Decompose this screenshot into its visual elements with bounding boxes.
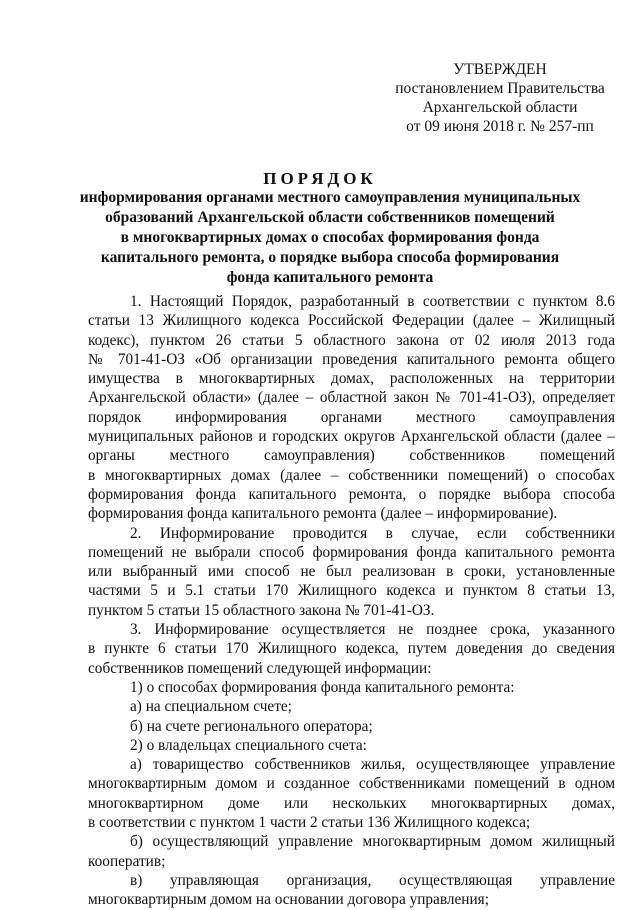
approval-line: постановлением Правительства <box>395 80 605 97</box>
list-item: б) на счете регионального оператора; <box>130 717 373 735</box>
text-line: муниципальных районов и городских округов Архангельской области (далее – <box>88 428 615 446</box>
text-line: многоквартирном доме или нескольких многоквартирных домах, <box>88 794 615 812</box>
document-title: ПОРЯДОК <box>263 169 377 188</box>
list-item: б) осуществляющий управление многоквартирным домом жилищный <box>130 833 615 851</box>
document-body <box>88 292 615 910</box>
list-item: а) товарищество собственников жилья, осуществляющее управление <box>130 756 615 774</box>
text-line: многоквартирным домом на основании договора управления; <box>88 891 489 909</box>
list-item: а) на специальном счете; <box>130 698 292 716</box>
text-line: органы местного самоуправления) собственников помещений <box>88 447 615 465</box>
text-line: в пункте 6 статьи 170 Жилищного кодекса, путем доведения до сведения <box>88 640 615 658</box>
text-line: в многоквартирных домах (далее – собственники помещений) о способах <box>88 466 615 484</box>
text-line: или выбранный ими способ не был реализован в сроки, установленные <box>88 563 615 581</box>
text-line: формирования фонда капитального ремонта (далее – информирование). <box>88 505 558 523</box>
subtitle-line: информирования органами местного самоуправления муниципальных <box>79 189 581 206</box>
approval-line: Архангельской области <box>422 99 578 116</box>
text-line: пунктом 5 статьи 15 областного закона № 701-41-ОЗ. <box>88 601 435 619</box>
text-line: формирования фонда капитального ремонта, о порядке выбора способа <box>88 485 615 503</box>
text-line: многоквартирным домом и созданное собственниками помещений в одном <box>88 775 615 793</box>
subtitle-line: капитального ремонта, о порядке выбора способа формирования <box>100 249 560 266</box>
text-line: Архангельской области» (далее – областной закон № 701-41-ОЗ), определяет <box>88 389 615 407</box>
subtitle-line: фонда капитального ремонта <box>226 269 434 286</box>
approval-date: от 09 июня 2018 г. № 257-пп <box>406 118 594 135</box>
text-line: частями 5 и 5.1 статьи 170 Жилищного кодекса и пунктом 8 статьи 13, <box>88 582 615 600</box>
text-line: кодекс), пунктом 26 статьи 5 областного закона от 02 июля 2013 года <box>88 331 615 349</box>
text-line: 1. Настоящий Порядок, разработанный в соответствии с пунктом 8.6 <box>130 293 615 310</box>
text-line: порядок информирования органами местного самоуправления <box>88 408 615 426</box>
subtitle-line: образований Архангельской области собственников помещений <box>105 209 555 226</box>
text-line: статьи 13 Жилищного кодекса Российской Федерации (далее – Жилищный <box>88 312 615 330</box>
text-line: 3. Информирование осуществляется не позднее срока, указанного <box>130 621 615 639</box>
approval-block <box>380 60 620 136</box>
text-line: помещений не выбрали способ формирования фонда капитального ремонта <box>88 543 615 561</box>
text-line: собственников помещений следующей информации: <box>88 659 432 677</box>
text-line: 2. Информирование проводится в случае, если собственники <box>130 524 615 542</box>
subtitle-line: в многоквартирных домах о способах формирования фонда <box>120 229 540 246</box>
list-item: в) управляющая организация, осуществляющая управление <box>130 871 615 889</box>
text-line: в соответствии с пунктом 1 части 2 статьи 136 Жилищного кодекса; <box>88 814 531 832</box>
approval-heading: УТВЕРЖДЕН <box>453 61 547 78</box>
text-line: № 701-41-ОЗ «Об организации проведения капитального ремонта общего <box>88 350 615 368</box>
list-item: 1) о способах формирования фонда капитального ремонта: <box>130 678 515 696</box>
text-line: кооператив; <box>88 852 166 870</box>
text-line: имущества в многоквартирных домах, расположенных на территории <box>88 370 615 388</box>
list-item: 2) о владельцах специального счета: <box>130 736 367 754</box>
document-subtitle <box>70 188 590 288</box>
